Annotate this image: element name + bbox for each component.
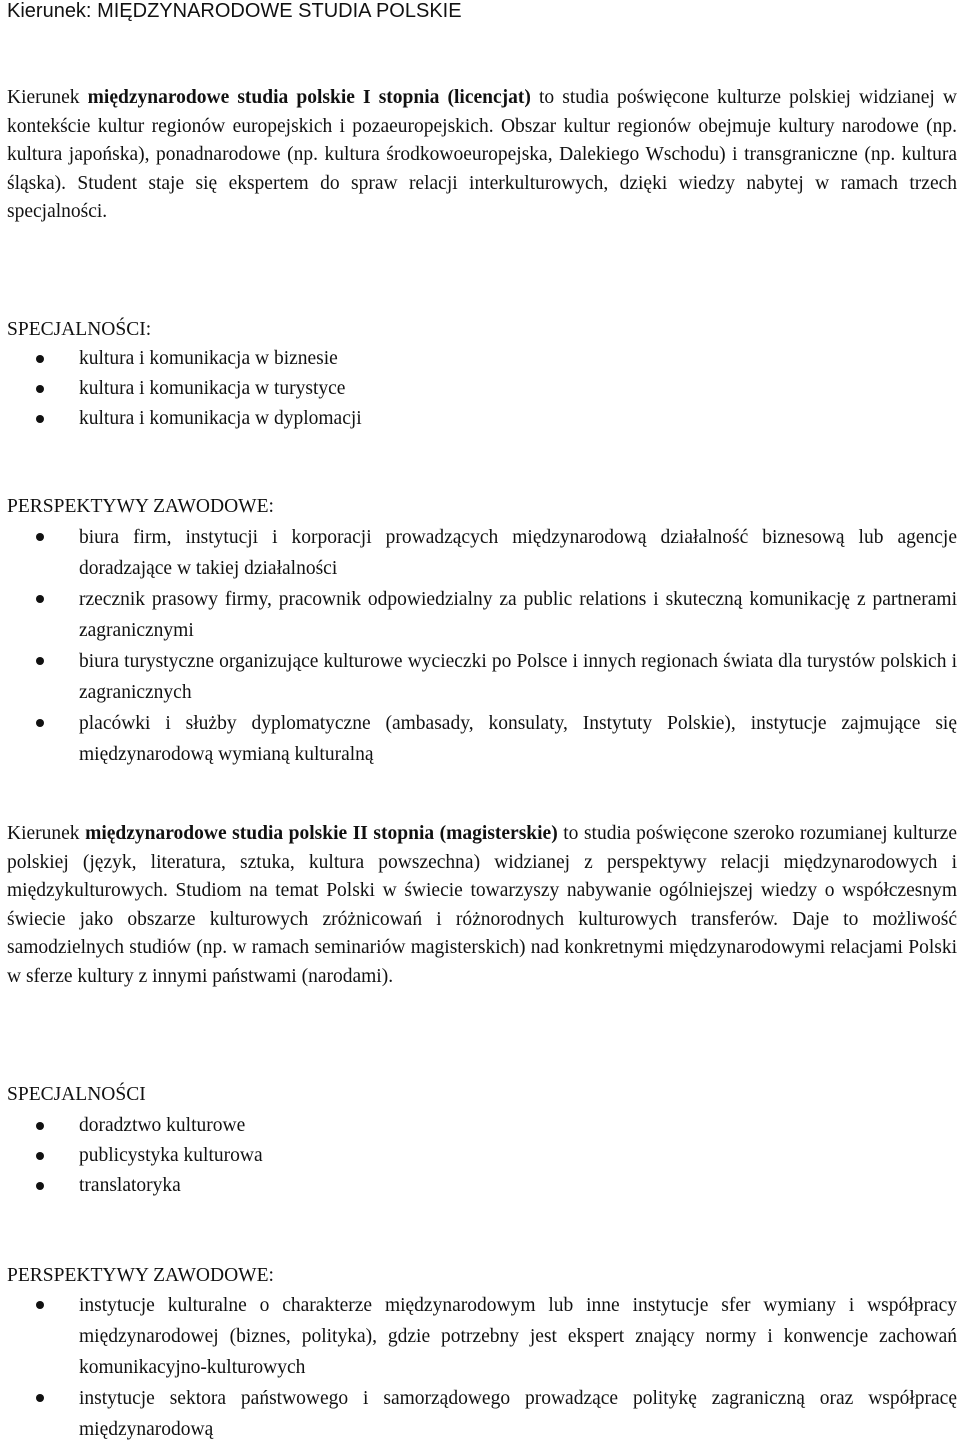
page-title [7,0,462,24]
bachelor-intro-paragraph [7,84,957,227]
list-item: kultura i komunikacja w turystyce [7,374,957,404]
bullet-icon [36,1301,44,1309]
list-item: biura firm, instytucji i korporacji prowadzących międzynarodową działalność biznesową lub agencje doradzające w takiej działalności [7,522,957,584]
bullet-icon [36,1182,44,1190]
bachelor-careers-heading: PERSPEKTYWY ZAWODOWE: [7,496,274,517]
bachelor-specializations-list [7,344,957,434]
list-item: rzecznik prasowy firmy, pracownik odpowiedzialny za public relations i skuteczną komunikację z partnerami zagranicznymi [7,584,957,646]
bachelor-intro-prefix: Kierunek [7,87,88,108]
master-program-name: międzynarodowe studia polskie II stopnia (magisterskie) [85,823,558,844]
bullet-icon [36,533,44,541]
bullet-icon [36,1122,44,1130]
master-careers-heading: PERSPEKTYWY ZAWODOWE: [7,1265,274,1286]
bachelor-specializations-heading: SPECJALNOŚCI: [7,319,152,340]
list-item: doradztwo kulturowe [7,1111,957,1141]
master-intro-text: to studia poświęcone szeroko rozumianej kulturze polskiej (język, literatura, sztuka, kultura powszechna) widzianej z perspektywy relacji międzynarodowych i międzykulturowych. Studiom na temat Polski w świecie towarzyszy nabywanie ogólniejszej wiedzy o współczesnym świecie jako obszarze kulturowych zróżnicowań i różnorodnych kulturowych transferów. Daje to możliwość samodzielnych studiów (np. w ramach seminariów magisterskich) nad konkretnymi międzynarodowymi relacjami Polski w sferze kultury z innymi państwami (narodami). [7,823,957,987]
list-item: publicystyka kulturowa [7,1141,957,1171]
bachelor-program-name: międzynarodowe studia polskie I stopnia (licencjat) [87,87,531,108]
list-item: translatoryka [7,1171,957,1201]
master-specializations-heading: SPECJALNOŚCI [7,1084,146,1105]
bullet-icon [36,415,44,423]
list-item: instytucje kulturalne o charakterze międzynarodowym lub inne instytucje sfer wymiany i współpracy międzynarodowej (biznes, polityka), gdzie potrzebny jest ekspert znający normy i konwencje zachowań komunikacyjno-kulturowych [7,1290,957,1383]
bachelor-careers-list [7,522,957,770]
master-intro-paragraph [7,820,957,992]
bullet-icon [36,657,44,665]
bullet-icon [36,595,44,603]
bullet-icon [36,355,44,363]
bullet-icon [36,719,44,727]
title-name: MIĘDZYNARODOWE STUDIA POLSKIE [97,0,462,22]
master-careers-list [7,1290,957,1445]
master-specializations-list [7,1111,957,1201]
list-item: kultura i komunikacja w biznesie [7,344,957,374]
list-item: placówki i służby dyplomatyczne (ambasady, konsulaty, Instytuty Polskie), instytucje zajmujące się międzynarodową wymianą kulturalną [7,708,957,770]
bullet-icon [36,1152,44,1160]
bullet-icon [36,385,44,393]
list-item: kultura i komunikacja w dyplomacji [7,404,957,434]
master-intro-prefix: Kierunek [7,823,86,844]
list-item: biura turystyczne organizujące kulturowe wycieczki po Polsce i innych regionach świata dla turystów polskich i zagranicznych [7,646,957,708]
bachelor-intro-text: to studia poświęcone kulturze polskiej widzianej w kontekście kultur regionów europejskich i pozaeuropejskich. Obszar kultur regionów obejmuje kultury narodowe (np. kultura japońska), ponadnarodowe (np. kultura środkowoeuropejska, Dalekiego Wschodu) i transgraniczne (np. kultura śląska). Student staje się ekspertem do spraw relacji interkulturowych, dzięki wiedzy nabytej w ramach trzech specjalności. [7,87,957,223]
bullet-icon [36,1394,44,1402]
title-label: Kierunek: [7,0,98,22]
list-item: instytucje sektora państwowego i samorządowego prowadzące politykę zagraniczną oraz współpracę międzynarodową [7,1383,957,1445]
